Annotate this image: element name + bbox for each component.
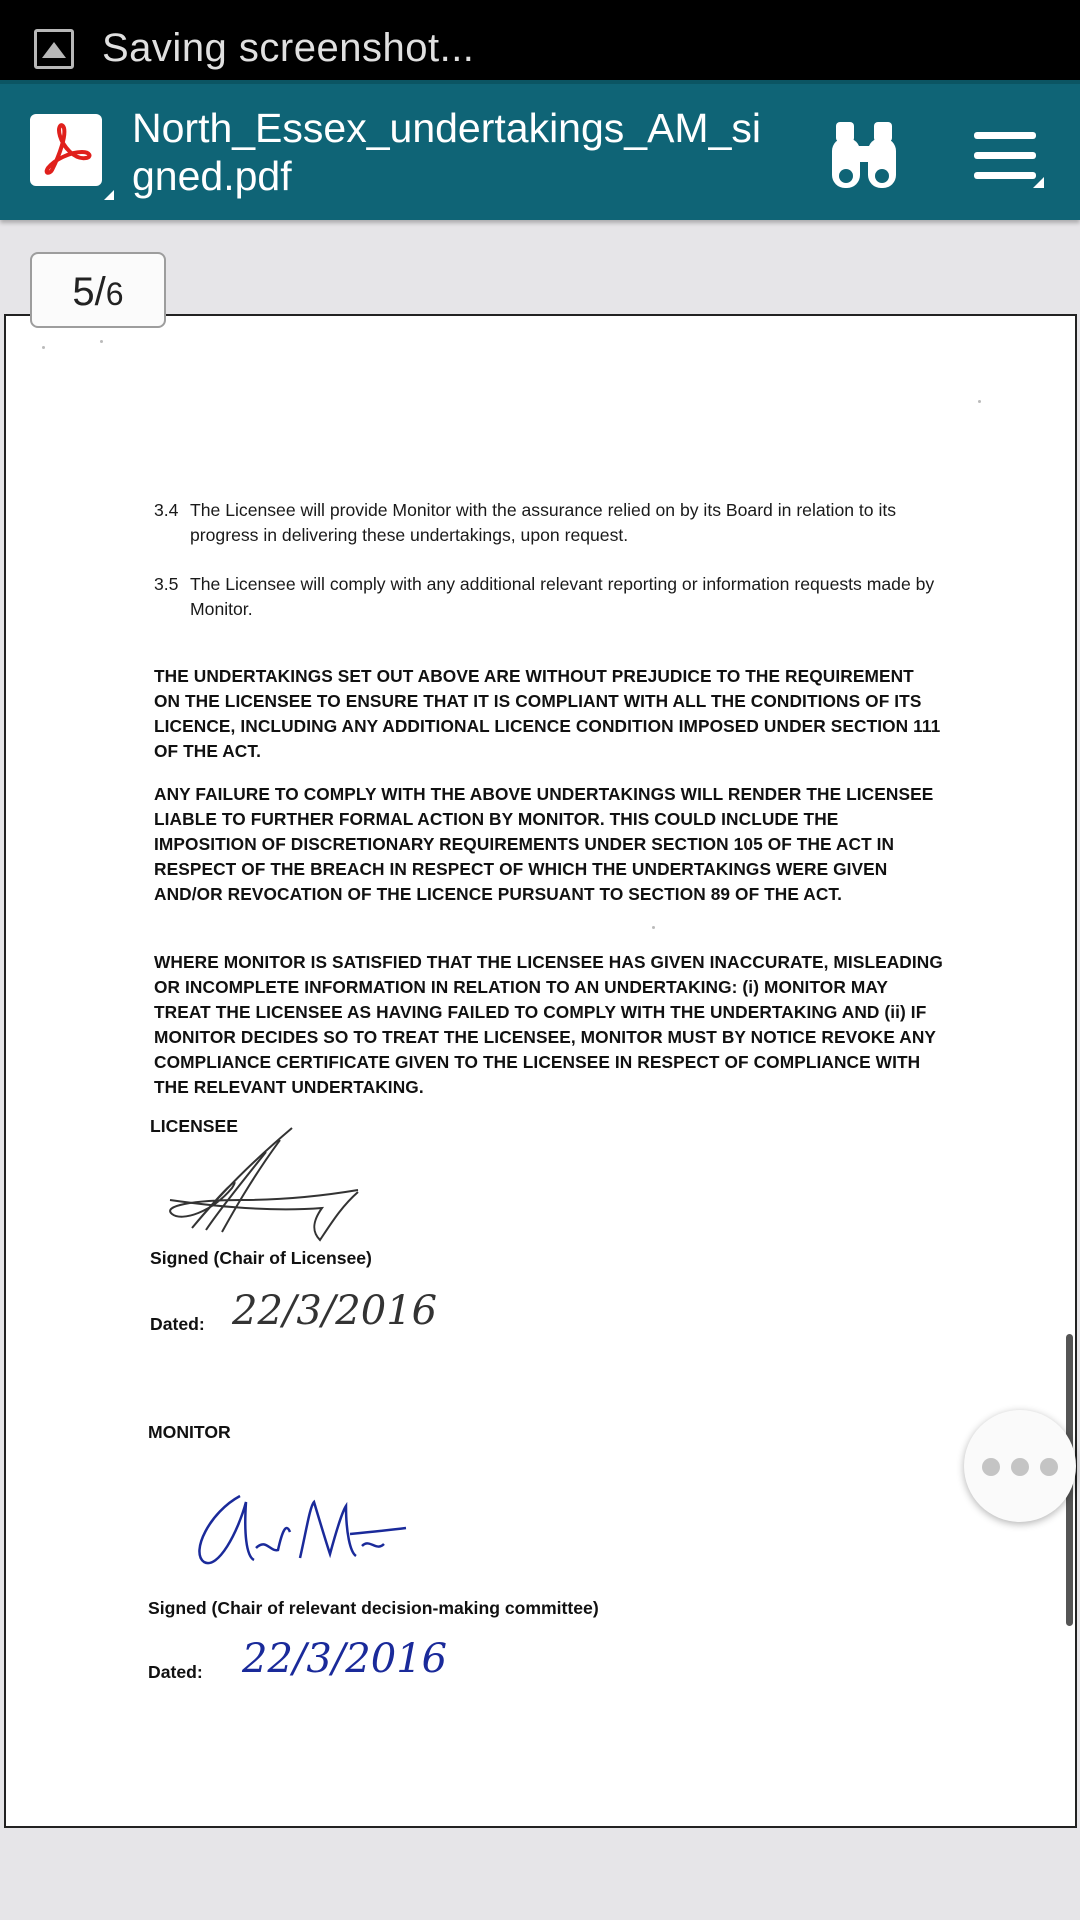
- more-options-icon: [982, 1458, 1000, 1476]
- total-pages: 6: [105, 276, 124, 312]
- monitor-signed-label: Signed (Chair of relevant decision-making committee): [148, 1598, 599, 1618]
- clause-number: 3.5: [154, 574, 179, 594]
- monitor-signature: [190, 1492, 410, 1572]
- pdf-file-icon[interactable]: [30, 114, 102, 186]
- clause-text: The Licensee will provide Monitor with the assurance relied on by its Board in relation to its progress in delivering these undertakings, upon request.: [190, 500, 897, 545]
- menu-icon[interactable]: [974, 124, 1040, 190]
- find-binoculars-icon[interactable]: [832, 120, 896, 190]
- monitor-handwritten-date: 22/3/2016: [242, 1636, 448, 1682]
- more-options-dot: [1040, 1458, 1058, 1476]
- monitor-dated-label: Dated:: [148, 1662, 203, 1682]
- paragraph-inaccurate-information: WHERE MONITOR IS SATISFIED THAT THE LICENSEE HAS GIVEN INACCURATE, MISLEADING OR INCOMPLETE INFORMATION IN RELATION TO AN UNDERTAKING: (i) MONITOR MAY TREAT THE LICENSEE AS HAVING FAILED TO COMPLY WITH THE UNDERTAKING AND (ii) IF MONITOR DECIDES SO TO TREAT THE LICENSEE, MONITOR MUST BY NOTICE REVOKE ANY COMPLIANCE CERTIFICATE GIVEN TO THE LICENSEE IN RESPECT OF COMPLIANCE WITH THE RELEVANT UNDERTAKING.: [154, 952, 943, 1097]
- clause-number: 3.4: [154, 500, 179, 520]
- document-title: North_Essex_undertakings_AM_signed.pdf: [132, 105, 761, 199]
- clause-3-5: [154, 572, 954, 622]
- more-options-button[interactable]: [964, 1410, 1076, 1522]
- paragraph-failure-to-comply: ANY FAILURE TO COMPLY WITH THE ABOVE UNDERTAKINGS WILL RENDER THE LICENSEE LIABLE TO FURTHER FORMAL ACTION BY MONITOR. THIS COULD INCLUDE THE IMPOSITION OF DISCRETIONARY REQUIREMENTS UNDER SECTION 105 OF THE ACT IN RESPECT OF THE BREACH IN RESPECT OF WHICH THE UNDERTAKINGS WERE GIVEN AND/OR REVOCATION OF THE LICENCE PURSUANT TO SECTION 89 OF THE ACT.: [154, 784, 934, 904]
- licensee-dated-label: Dated:: [150, 1314, 205, 1334]
- more-options-dot: [1011, 1458, 1029, 1476]
- paragraph-without-prejudice: THE UNDERTAKINGS SET OUT ABOVE ARE WITHOUT PREJUDICE TO THE REQUIREMENT ON THE LICENSEE TO ENSURE THAT IT IS COMPLIANT WITH ALL THE CONDITIONS OF ITS LICENCE, INCLUDING ANY ADDITIONAL LICENCE CONDITION IMPOSED UNDER SECTION 111 OF THE ACT.: [154, 666, 941, 761]
- licensee-signed-label: Signed (Chair of Licensee): [150, 1248, 372, 1268]
- app-bar: [0, 80, 1080, 220]
- page-counter[interactable]: 5/6: [30, 252, 166, 328]
- pdf-page[interactable]: [4, 314, 1077, 1828]
- clause-text: The Licensee will comply with any additional relevant reporting or information requests made by Monitor.: [190, 574, 935, 619]
- monitor-heading: MONITOR: [148, 1422, 231, 1442]
- licensee-signature: [162, 1122, 372, 1242]
- screenshot-icon: [34, 29, 74, 69]
- licensee-handwritten-date: 22/3/2016: [232, 1288, 438, 1334]
- clause-3-4: [154, 498, 954, 548]
- status-bar: [0, 0, 1080, 80]
- licensee-heading: LICENSEE: [150, 1116, 238, 1136]
- current-page: 5: [72, 270, 95, 314]
- status-text: Saving screenshot...: [102, 26, 475, 70]
